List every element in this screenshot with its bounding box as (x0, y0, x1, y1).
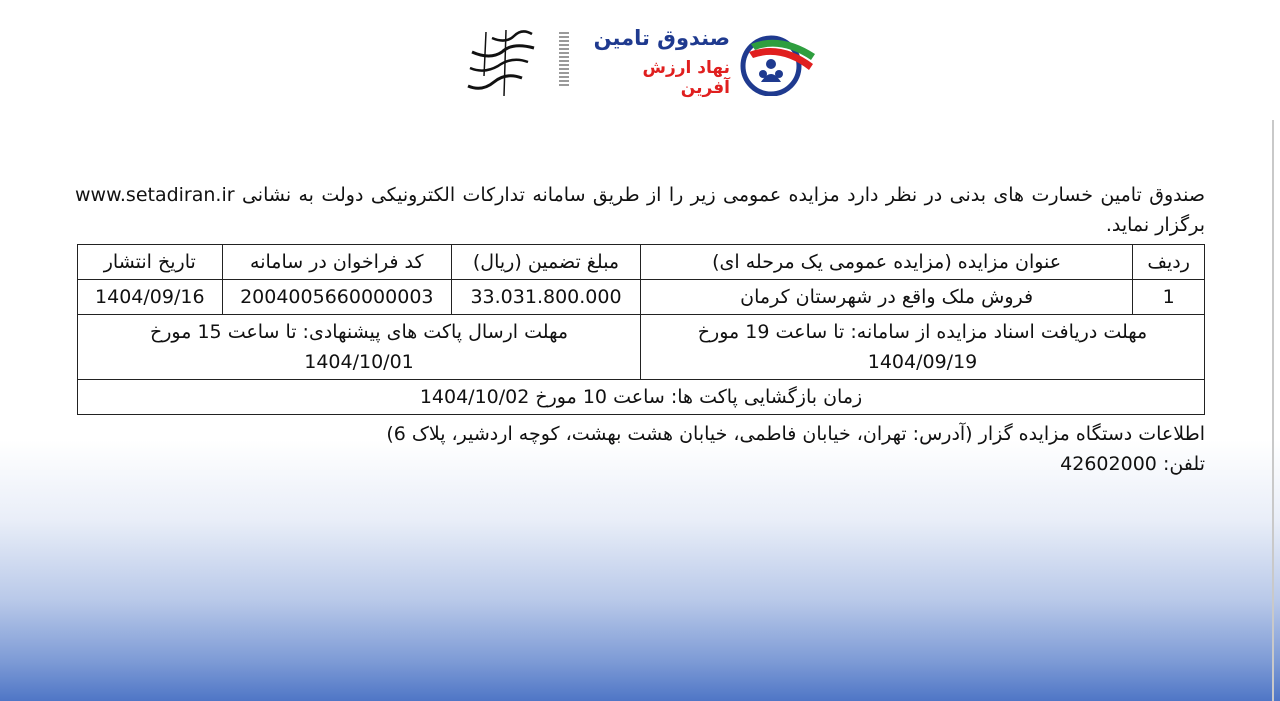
cell-title: فروش ملک واقع در شهرستان کرمان (641, 280, 1133, 315)
deadline-docs-label: مهلت دریافت اسناد مزایده از سامانه: تا ساعت 19 مورخ (697, 321, 1148, 343)
cell-row-no: 1 (1133, 280, 1205, 315)
cell-amount (452, 280, 641, 315)
header-divider (559, 32, 569, 86)
table-row (78, 280, 1205, 315)
header-date: تاریخ انتشار (78, 245, 223, 280)
intro-suffix: برگزار نماید. (1105, 214, 1205, 236)
deadlines-row (78, 315, 1205, 380)
deadline-docs-cell (641, 315, 1205, 380)
calligraphy-logo-icon (462, 26, 540, 100)
code-value: 2004005660000003 (240, 286, 434, 308)
amount-value: 33.031.800.000 (470, 286, 622, 308)
deadline-bids-label: مهلت ارسال پاکت های پیشنهادی: تا ساعت 15 مورخ (149, 321, 569, 343)
address-line: اطلاعات دستگاه مزایده گزار (آدرس: تهران، خیابان فاطمی، خیابان هشت بهشت، کوچه اردشیر، پلاک 6) (386, 423, 1205, 445)
table-header-row (78, 245, 1205, 280)
header (0, 12, 1280, 98)
page-edge-line (1272, 120, 1274, 701)
deadline-bids-date: 1404/10/01 (304, 351, 414, 373)
cell-code (222, 280, 451, 315)
cell-date (78, 280, 223, 315)
auction-table (77, 244, 1205, 415)
opening-cell: زمان بازگشایی پاکت ها: ساعت 10 مورخ 1404/10/02 (78, 380, 1205, 415)
phone-label: تلفن: (1162, 453, 1205, 475)
deadline-docs-date: 1404/09/19 (867, 351, 978, 373)
phone-number[interactable]: 42602000 (1060, 453, 1157, 475)
date-value: 1404/09/16 (95, 286, 205, 308)
header-amount: مبلغ تضمین (ریال) (452, 245, 641, 280)
announcement (75, 180, 1205, 479)
intro-text: صندوق تامین خسارت های بدنی در نظر دارد مزایده عمومی زیر را از طریق سامانه تدارکات الکترونیکی دولت به نشانی (241, 184, 1205, 206)
intro-paragraph (75, 180, 1205, 240)
phone-line (75, 449, 1205, 479)
deadline-bids-cell (78, 315, 641, 380)
setad-link[interactable]: www.setadiran.ir (75, 184, 235, 206)
brand-title: صندوق تامین (593, 26, 730, 50)
header-title: عنوان مزایده (مزایده عمومی یک مرحله ای) (641, 245, 1133, 280)
brand-subtitle: نهاد ارزش آفرین (642, 58, 730, 98)
header-code: کد فراخوان در سامانه (222, 245, 451, 280)
opening-row (78, 380, 1205, 415)
brand-logo-icon (733, 30, 819, 96)
header-row-no: ردیف (1133, 245, 1205, 280)
